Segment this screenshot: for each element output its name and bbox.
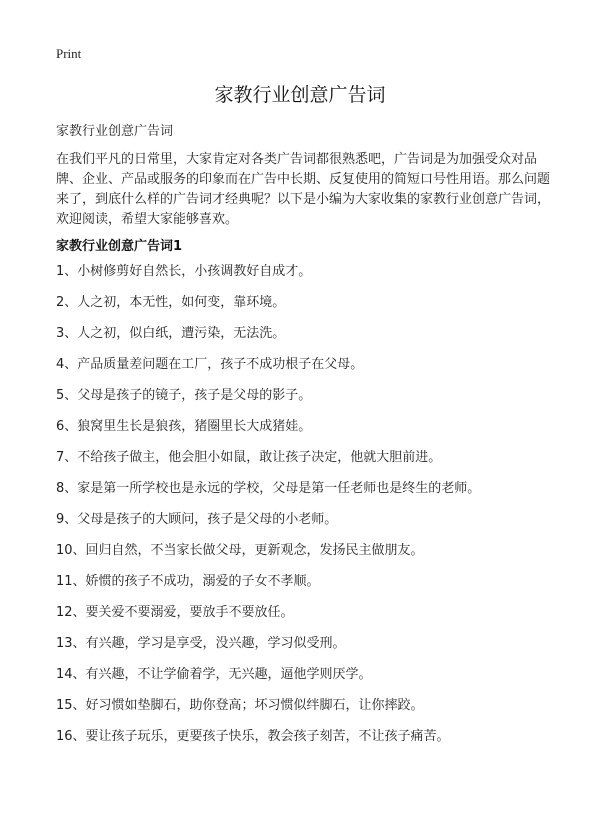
list-item: 13、有兴趣，学习是享受，没兴趣，学习似受刑。 <box>56 636 346 651</box>
list-item: 5、父母是孩子的镜子，孩子是父母的影子。 <box>56 388 312 403</box>
intro-paragraph: 在我们平凡的日常里，大家肯定对各类广告词都很熟悉吧，广告词是为加强受众对品牌、企业、产品或服务的印象而在广告中长期、反复使用的简短口号性用语。那么问题来了，到底什么样的广告词才经典呢？以下是小编为大家收集的家教行业创意广告词，欢迎阅读，希望大家能够喜欢。 <box>56 152 551 227</box>
list-item: 16、要让孩子玩乐，更要孩子快乐，教会孩子刻苦，不让孩子痛苦。 <box>56 729 450 744</box>
section-heading: 家教行业创意广告词1 <box>56 239 183 254</box>
list-item: 15、好习惯如垫脚石，助你登高；坏习惯似绊脚石，让你摔跤。 <box>56 698 424 713</box>
list-item: 7、不给孩子做主，他会胆小如鼠，敢让孩子决定，他就大胆前进。 <box>56 450 442 465</box>
print-label: Print <box>56 46 82 61</box>
list-item: 1、小树修剪好自然长，小孩调教好自成才。 <box>56 264 312 279</box>
list-item: 3、人之初，似白纸，遭污染，无法洗。 <box>56 326 286 341</box>
list-item: 12、要关爱不要溺爱，要放手不要放任。 <box>56 605 294 620</box>
list-item: 2、人之初，本无性，如何变，靠环境。 <box>56 295 286 310</box>
list-item: 4、产品质量差问题在工厂，孩子不成功根子在父母。 <box>56 357 364 372</box>
slogan-list <box>56 262 556 758</box>
page-title: 家教行业创意广告词 <box>214 84 386 106</box>
list-item: 10、回归自然，不当家长做父母，更新观念，发扬民主做朋友。 <box>56 543 424 558</box>
list-item: 14、有兴趣，不让学偷着学，无兴趣，逼他学则厌学。 <box>56 667 372 682</box>
document-subtitle: 家教行业创意广告词 <box>56 124 174 139</box>
list-item: 6、狼窝里生长是狼孩，猪圈里长大成猪娃。 <box>56 419 312 434</box>
list-item: 8、家是第一所学校也是永远的学校，父母是第一任老师也是终生的老师。 <box>56 481 481 496</box>
list-item: 11、娇惯的孩子不成功，溺爱的子女不孝顺。 <box>56 574 320 589</box>
list-item: 9、父母是孩子的大顾问，孩子是父母的小老师。 <box>56 512 338 527</box>
